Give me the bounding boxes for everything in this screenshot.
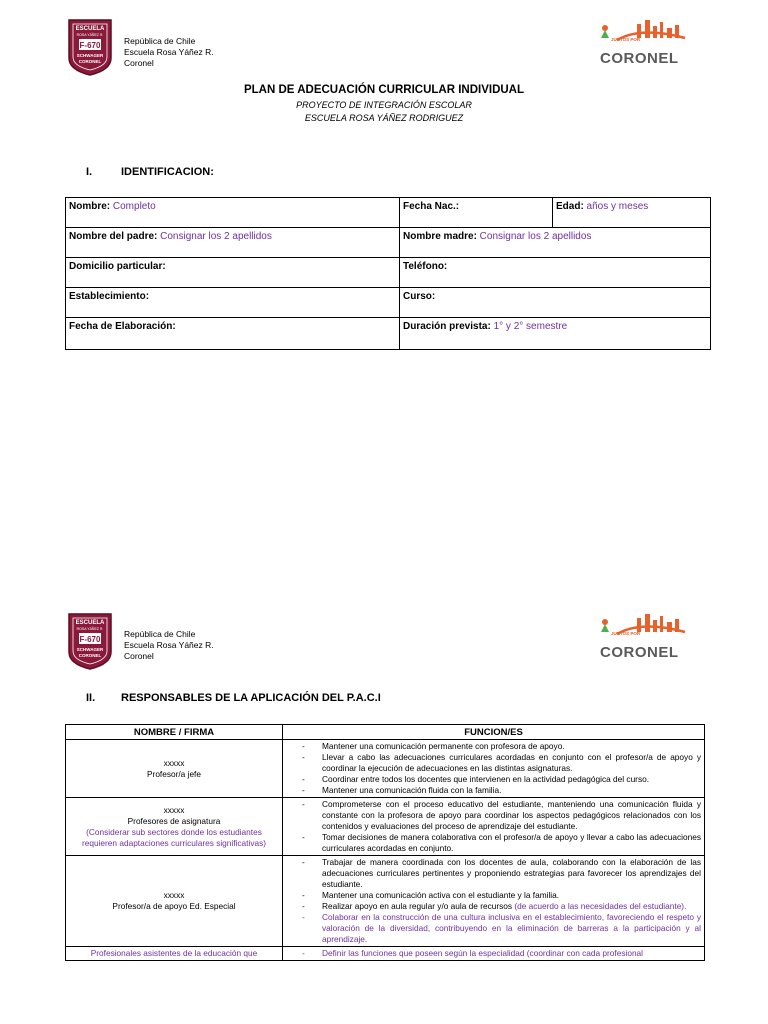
list-item: - Mantener una comunicación activa con el estudiante y la familia. <box>286 890 701 901</box>
field-establecimiento[interactable]: Establecimiento: <box>66 288 400 318</box>
logo-tagline: JUNTOS POR <box>611 631 641 636</box>
column-header: FUNCION/ES <box>283 725 705 740</box>
list-item: - Coordinar entre todos los docentes que intervienen en la actividad pedagógica del curso. <box>286 774 701 785</box>
svg-text:ROSA YÁÑEZ R.: ROSA YÁÑEZ R. <box>76 33 104 37</box>
role-note: (Considerar sub sectores donde los estudiantes requieren adaptaciones curriculares significativas) <box>81 826 266 848</box>
address-line: Escuela Rosa Yáñez R. <box>124 47 214 57</box>
list-item: - Tomar decisiones de manera colaborativa con el profesor/a de apoyo y llevar a cabo las adecuaciones curriculares acordadas en conjunto. <box>286 832 701 854</box>
section-number: II. <box>86 692 96 704</box>
table-row <box>66 740 705 798</box>
document-title: PLAN DE ADECUACIÓN CURRICULAR INDIVIDUAL <box>243 84 525 96</box>
list-item: - Colaborar en la construcción de una cultura inclusiva en el establecimiento, favoreciendo el respeto y valoración de la diversidad, contribuyendo en la eliminación de barreras a la participación y al aprendizaje. <box>286 912 701 945</box>
table-row <box>66 258 711 288</box>
identification-table <box>65 197 711 350</box>
address-line: Coronel <box>124 651 154 661</box>
page-2 <box>0 600 768 1024</box>
table-header-row <box>66 725 705 740</box>
functions-cell <box>283 947 705 961</box>
list-item: - Mantener una comunicación permanente con profesora de apoyo. <box>286 741 701 752</box>
name-placeholder: xxxxx <box>163 757 185 768</box>
field-nombre-madre[interactable]: Nombre madre: Consignar los 2 apellidos <box>400 228 711 258</box>
functions-cell <box>283 856 705 947</box>
field-fecha-elaboracion[interactable]: Fecha de Elaboración: <box>66 318 400 350</box>
logo-name: CORONEL <box>600 644 679 661</box>
table-row <box>66 856 705 947</box>
field-edad[interactable]: Edad: años y meses <box>553 198 711 228</box>
responsables-table <box>65 724 705 961</box>
list-item: - Trabajar de manera coordinada con los docentes de aula, colaborando con la elaboración de las adecuaciones curriculares pertinentes y proponiendo estrategias para favorecer los aprendizajes del estudiante. <box>286 857 701 890</box>
school-crest-logo <box>67 612 113 670</box>
svg-text:SCHWAGER: SCHWAGER <box>76 647 104 652</box>
svg-text:ESCUELA: ESCUELA <box>75 26 105 32</box>
role-cell <box>66 798 283 856</box>
role-name: Profesores de asignatura <box>127 815 221 826</box>
role-name: Profesor/a de apoyo Ed. Especial <box>112 901 236 911</box>
address-block <box>124 36 214 69</box>
svg-text:SCHWAGER: SCHWAGER <box>76 53 104 58</box>
address-line: Coronel <box>124 58 154 68</box>
functions-cell <box>283 798 705 856</box>
role-cell: Profesionales asistentes de la educación que <box>66 947 283 961</box>
role-cell <box>66 740 283 798</box>
address-block <box>124 629 214 662</box>
role-name: Profesor/a jefe <box>147 768 201 779</box>
logo-tagline: JUNTOS POR <box>611 37 641 42</box>
section-number: I. <box>86 166 93 178</box>
coronel-logo <box>597 610 689 660</box>
list-item: - Realizar apoyo en aula regular y/o aula de recursos (de acuerdo a las necesidades del estudiante). <box>286 901 701 912</box>
svg-text:F-670: F-670 <box>79 41 101 50</box>
table-row <box>66 318 711 350</box>
svg-text:CORONEL: CORONEL <box>78 59 102 64</box>
column-header: NOMBRE / FIRMA <box>66 725 283 740</box>
table-row <box>66 947 705 961</box>
list-item: - Mantener una comunicación fluida con la familia. <box>286 785 701 796</box>
table-row <box>66 198 711 228</box>
field-nombre[interactable]: Nombre: Completo <box>66 198 400 228</box>
field-nombre-padre[interactable]: Nombre del padre: Consignar los 2 apellidos <box>66 228 400 258</box>
logo-name: CORONEL <box>600 50 679 67</box>
list-item: - Comprometerse con el proceso educativo del estudiante, manteniendo una comunicación fluida y constante con la profesora de apoyo para coordinar los aspectos pedagógicos relacionados con los contenidos y evaluaciones del proceso de aprendizaje del estudiante. <box>286 799 701 832</box>
field-curso[interactable]: Curso: <box>400 288 711 318</box>
field-telefono[interactable]: Teléfono: <box>400 258 711 288</box>
field-fecha-nac[interactable]: Fecha Nac.: <box>400 198 553 228</box>
table-row <box>66 288 711 318</box>
document-subtitle: PROYECTO DE INTEGRACIÓN ESCOLAR <box>296 100 472 110</box>
field-duracion[interactable]: Duración prevista: 1° y 2° semestre <box>400 318 711 350</box>
address-line: República de Chile <box>124 629 196 639</box>
name-placeholder: xxxxx <box>163 890 185 900</box>
document-subtitle: ESCUELA ROSA YÁÑEZ RODRIGUEZ <box>304 113 464 123</box>
name-placeholder: xxxxx <box>163 804 185 815</box>
svg-text:ROSA YÁÑEZ R.: ROSA YÁÑEZ R. <box>76 627 104 631</box>
table-row <box>66 798 705 856</box>
role-cell <box>66 856 283 947</box>
list-item: - Llevar a cabo las adecuaciones curriculares acordadas en conjunto con el profesor/a de apoyo y coordinar la ejecución de adecuaciones en las distintas asignaturas. <box>286 752 701 774</box>
address-line: Escuela Rosa Yáñez R. <box>124 640 214 650</box>
address-line: República de Chile <box>124 36 196 46</box>
functions-cell <box>283 740 705 798</box>
coronel-logo <box>597 16 689 66</box>
section-title: IDENTIFICACION: <box>121 166 214 178</box>
svg-text:F-670: F-670 <box>79 635 101 644</box>
svg-text:ESCUELA: ESCUELA <box>75 620 105 626</box>
school-crest-logo <box>67 18 113 76</box>
list-item: - Definir las funciones que poseen según la especialidad (coordinar con cada profesional <box>286 948 701 959</box>
field-domicilio[interactable]: Domicilio particular: <box>66 258 400 288</box>
table-row <box>66 228 711 258</box>
section-title: RESPONSABLES DE LA APLICACIÓN DEL P.A.C.I <box>121 692 381 704</box>
svg-text:CORONEL: CORONEL <box>78 653 102 658</box>
